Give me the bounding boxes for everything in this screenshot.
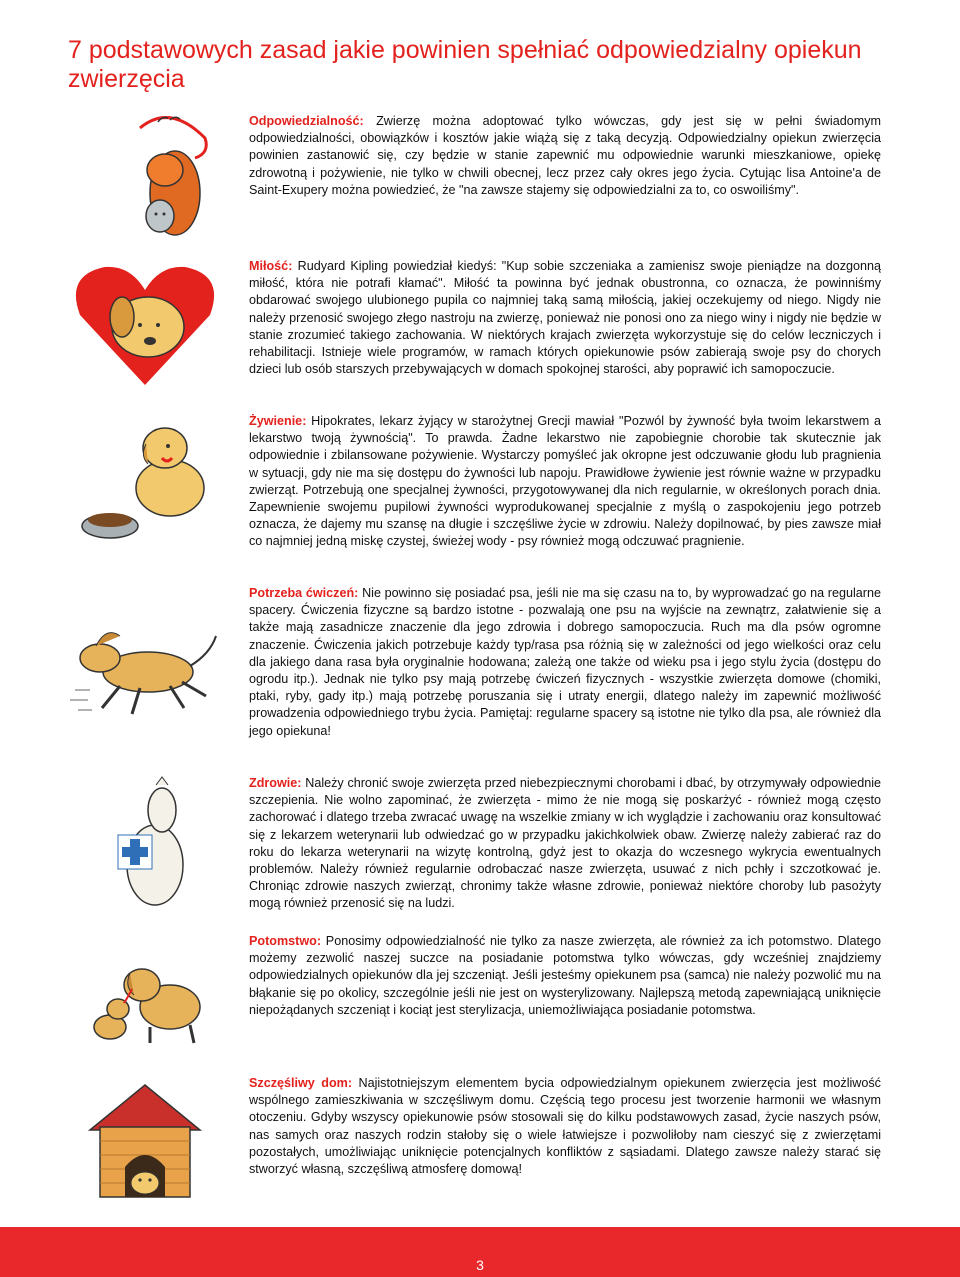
section-text [249,113,881,199]
dog-in-heart-icon [70,255,220,395]
section-body: Rudyard Kipling powiedział kiedyś: "Kup sobie szczeniaka a zamienisz swoje pieniądze na dozgonną miłość, która nie potrafi kłamać". Miłość ta powinna być jednak obustronna, co oznacza, że powinniśmy obdarować swojego ulubionego pupila co najmniej taką samą miłością, jakiej oczekujemy od niego. Nigdy nie należy przenosić swojego złego nastroju na zwierzę, ponieważ nie ponosi ono za niego winy i nigdy nie będzie w stanie zrozumieć takiego zachowania. W niektórych krajach zwierzęta wykorzystuje się do celów leczniczych i rehabilitacji. Istnieje wiele programów, w ramach których opiekunowie psów zabierają swoje psy do chorych dzieci lub osób starszych przebywających w domach spokojnej starości, aby poprawić ich samopoczucie. [249,259,882,377]
section-text [249,585,881,740]
section-heading: Szczęśliwy dom: [249,1076,353,1090]
section-heading: Miłość: [249,259,293,273]
section-body: Hipokrates, lekarz żyjący w starożytnej Grecji mawiał "Pozwól by żywność była twoim lekarstwem a lekarstwo twoją żywnością". To prawda. Żadne lekarstwo nie zapobiegnie chorobie tak skutecznie jak odpowiednie i zbilansowane pożywienie. Wystarczy pomyśleć jak okropne jest odczuwanie głodu lub pragnienia w sytuacji, gdy nie ma się dostępu do żywności lub napoju. Prawidłowe żywienie jest równie ważne w przypadku zwierząt. Potrzebują one specjalnej żywności, przygotowywanej dla nich regularnie, w określonych porach dnia. Zapewnienie swojemu pupilowi żywności wyprodukowanej specjalnie z myślą o zaspokojeniu jego potrzeb oznacza, że dajemy mu szansę na długie i szczęśliwe życie w zdrowiu. Należy dopilnować, by pies zawsze miał co najmniej jedną miskę czystej, świeżej wody - psy również mogą odczuwać pragnienie. [249,414,881,549]
section-text [249,413,881,551]
cat-and-hand-icon [70,108,220,248]
page-title: 7 podstawowych zasad jakie powinien spełniać odpowiedzialny opiekun zwierzęcia [68,36,862,93]
section-text [249,258,881,378]
section-heading: Odpowiedzialność: [249,114,364,128]
dog-with-food-bowl-icon [70,418,220,558]
page-number: 3 [476,1257,484,1273]
section-heading: Potrzeba ćwiczeń: [249,586,359,600]
section-heading: Żywienie: [249,414,307,428]
section-body: Ponosimy odpowiedzialność nie tylko za nasze zwierzęta, ale również za ich potomstwo. Dlatego możemy zezwolić naszej suczce na posiadanie potomstwa tylko wówczas, gdy wcześniej znajdziemy odpowiedzialnych opiekunów dla jej szczeniąt. Jeśli jesteśmy opiekunem psa (samca) nie należy pozwolić mu na błąkanie się po okolicy, szczególnie jeśli nie jest on wysterylizowany. Najlepszą metodą zapewniającą uniknięcie niepożądanych szczeniąt i kociąt jest sterylizacja, uniemożliwiająca posiadanie potomstwa. [249,934,881,1017]
section-heading: Potomstwo: [249,934,322,948]
section-heading: Zdrowie: [249,776,302,790]
section-text [249,775,881,913]
howling-dog-with-cross-icon [70,775,220,915]
page-footer [0,1227,960,1277]
dog-with-puppy-icon [70,945,220,1085]
section-body: Nie powinno się posiadać psa, jeśli nie ma się czasu na to, by wyprowadzać go na regularne spacery. Ćwiczenia fizyczne są bardzo istotne - pozwalają one psu na wyjście na zewnątrz, załatwienie się a także mają zasadnicze znaczenie dla jego zdrowia i dobrego samopoczucia. Ruch ma dla psów ogromne znaczenie. Ćwiczenia jakich potrzebuje każdy typ/rasa psa różnią się w zależności od jego wielkości oraz celu dla jakiego dana rasa była oryginalnie hodowana; zależą one także od wieku psa i jego stylu życia (dostępu do ogrodu itp.). Jednak nie tylko psy mają potrzebę ćwiczeń fizycznych - wszystkie zwierzęta domowe (chomiki, ptaki, ryby, gady itp.) mają potrzebę poruszania się i utraty energii, dlatego należy im zapewnić możliwość prowadzenia odpowiedniego trybu życia. Pamiętaj: regularne spacery są istotne nie tylko dla psa, ale również dla jego opiekuna! [249,586,881,738]
running-dog-icon [70,600,220,740]
dog-in-kennel-icon [70,1075,220,1215]
section-body: Zwierzę można adoptować tylko wówczas, gdy jest się w pełni świadomym odpowiedzialności, obowiązków i kosztów jakie wiążą się z taką decyzją. Odpowiedzialny opiekun zwierzęcia powinien zastanowić się, czy będzie w stanie zapewnić mu odpowiednie warunki mieszkaniowe, opiekę zdrowotną i pożywienie, nie tylko w chwili obecnej, lecz przez cały okres jego życia. Cytując lisa Antoine'a de Saint-Exupery można powiedzieć, że "na zawsze stajemy się odpowiedzialni za to, co oswoiliśmy". [249,114,881,197]
section-text [249,933,881,1019]
section-body: Należy chronić swoje zwierzęta przed niebezpiecznymi chorobami i dbać, by otrzymywały odpowiednie szczepienia. Nie wolno zapominać, że zwierzęta - mimo że nie mogą się poskarżyć - również mogą często zachorować i dlatego trzeba zwracać uwagę na wszelkie zmiany w ich wyglądzie i zachowaniu oraz konsultować się z lekarzem weterynarii lub odwiedzać go w przypadku jakichkolwiek obaw. Zwierzę należy zabierać raz do roku do lekarza weterynarii na wizytę kontrolną, gdyż jest to okazja do wczesnego wykrycia ewentualnych problemów. Należy również regularnie odrobaczać nasze zwierzęta, usuwać z nich pchły i szczotkować je. Chroniąc zdrowie naszych zwierząt, chronimy także własne zdrowie, ponieważ niektóre choroby lub pasożyty mogą również przenosić się na ludzi. [249,776,881,911]
section-body: Najistotniejszym elementem bycia odpowiedzialnym opiekunem zwierzęcia jest możliwość wspólnego zamieszkiwania w szczęśliwym domu. Częścią tego procesu jest tworzenie harmonii we własnym otoczeniu. Gdyby wszyscy opiekunowie psów stosowali się do kilku podstawowych zasad, życie naszych psów, nas samych oraz naszych rodzin stałoby się o wiele łatwiejsze i pozwoliłoby nam cieszyć się z zwierzętami pozostałych, umożliwiając uniknięcie potencjalnych konfliktów z sąsiadami. Dlatego zawsze należy starać się stworzyć własną, szczęśliwą atmosferę domową! [249,1076,881,1177]
section-text [249,1075,881,1178]
